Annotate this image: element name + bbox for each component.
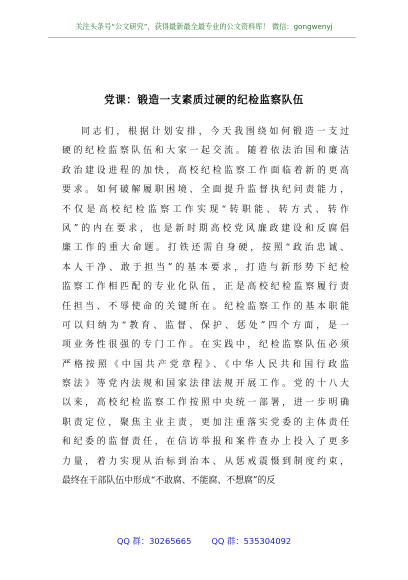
body-line: 廉工作的重大命题。打铁还需自身硬，按照“政治忠诚、 [62, 243, 349, 254]
body-line: 可以归纳为“教育、监督、保护、惩处”四个方面，是一 [62, 320, 349, 331]
footer-qq-group-1: QQ 群：30265665 [116, 536, 192, 546]
body-line: 严格按照《中国共产党章程》、《中华人民共和国行政监 [62, 359, 349, 370]
body-line: 政治建设进程的加快，高校纪检监察工作面临着新的更高 [62, 165, 349, 176]
body-line: 职责定位，聚焦主业主责，更加注重落实党委的主体责任 [62, 417, 349, 428]
body-line: 和纪委的监督责任，在信访举报和案件查办上投入了更多 [62, 437, 349, 448]
body-line: 力量，着力实现从治标到治本、从惩戒震慑到制度约束， [62, 456, 349, 467]
body-line: 风”的内在要求，也是新时期高校党风廉政建设和反腐倡 [62, 223, 349, 234]
header-divider [48, 37, 356, 38]
body-line: 硬的纪检监察队伍和大家一起交流。随着依法治国和廉洁 [62, 146, 349, 157]
body-line: 本人干净、敢于担当”的基本要求，打造与新形势下纪检 [62, 262, 349, 273]
footer-contact [0, 535, 408, 547]
body-line: 监察工作相匹配的专业化队伍，正是高校纪检监察履行责 [62, 282, 349, 293]
body-line: 以来，高校纪检监察工作按照中央统一部署，进一步明确 [62, 398, 349, 409]
body-line: 最终在干部队伍中形成“不敢腐、不能腐、不想腐”的反 [62, 476, 276, 487]
body-line: 察法》等党内法规和国家法律法规开展工作。党的十八大 [62, 379, 349, 390]
document-title: 党课：锻造一支素质过硬的纪检监察队伍 [104, 94, 304, 106]
header-banner: 关注头条号“公文研究”，获得最新最全最专业的公文资料库！ 微信：gongwenyj [75, 22, 333, 31]
body-line: 项业务性很强的专门工作。在实践中，纪检监察队伍必须 [62, 340, 349, 351]
body-line: 同志们，根据计划安排，今天我围绕如何锻造一支过 [81, 127, 349, 137]
body-line: 任担当、不辱使命的关键所在。纪检监察工作的基本职能 [62, 301, 349, 312]
body-line: 要求。如何破解履职困境、全面提升监督执纪问责能力， [62, 185, 349, 196]
document-body [62, 123, 349, 491]
body-line: 不仅是高校纪检监察工作实现“转职能、转方式、转作 [62, 204, 349, 215]
footer-qq-group-2: QQ 群：535304092 [211, 536, 292, 546]
